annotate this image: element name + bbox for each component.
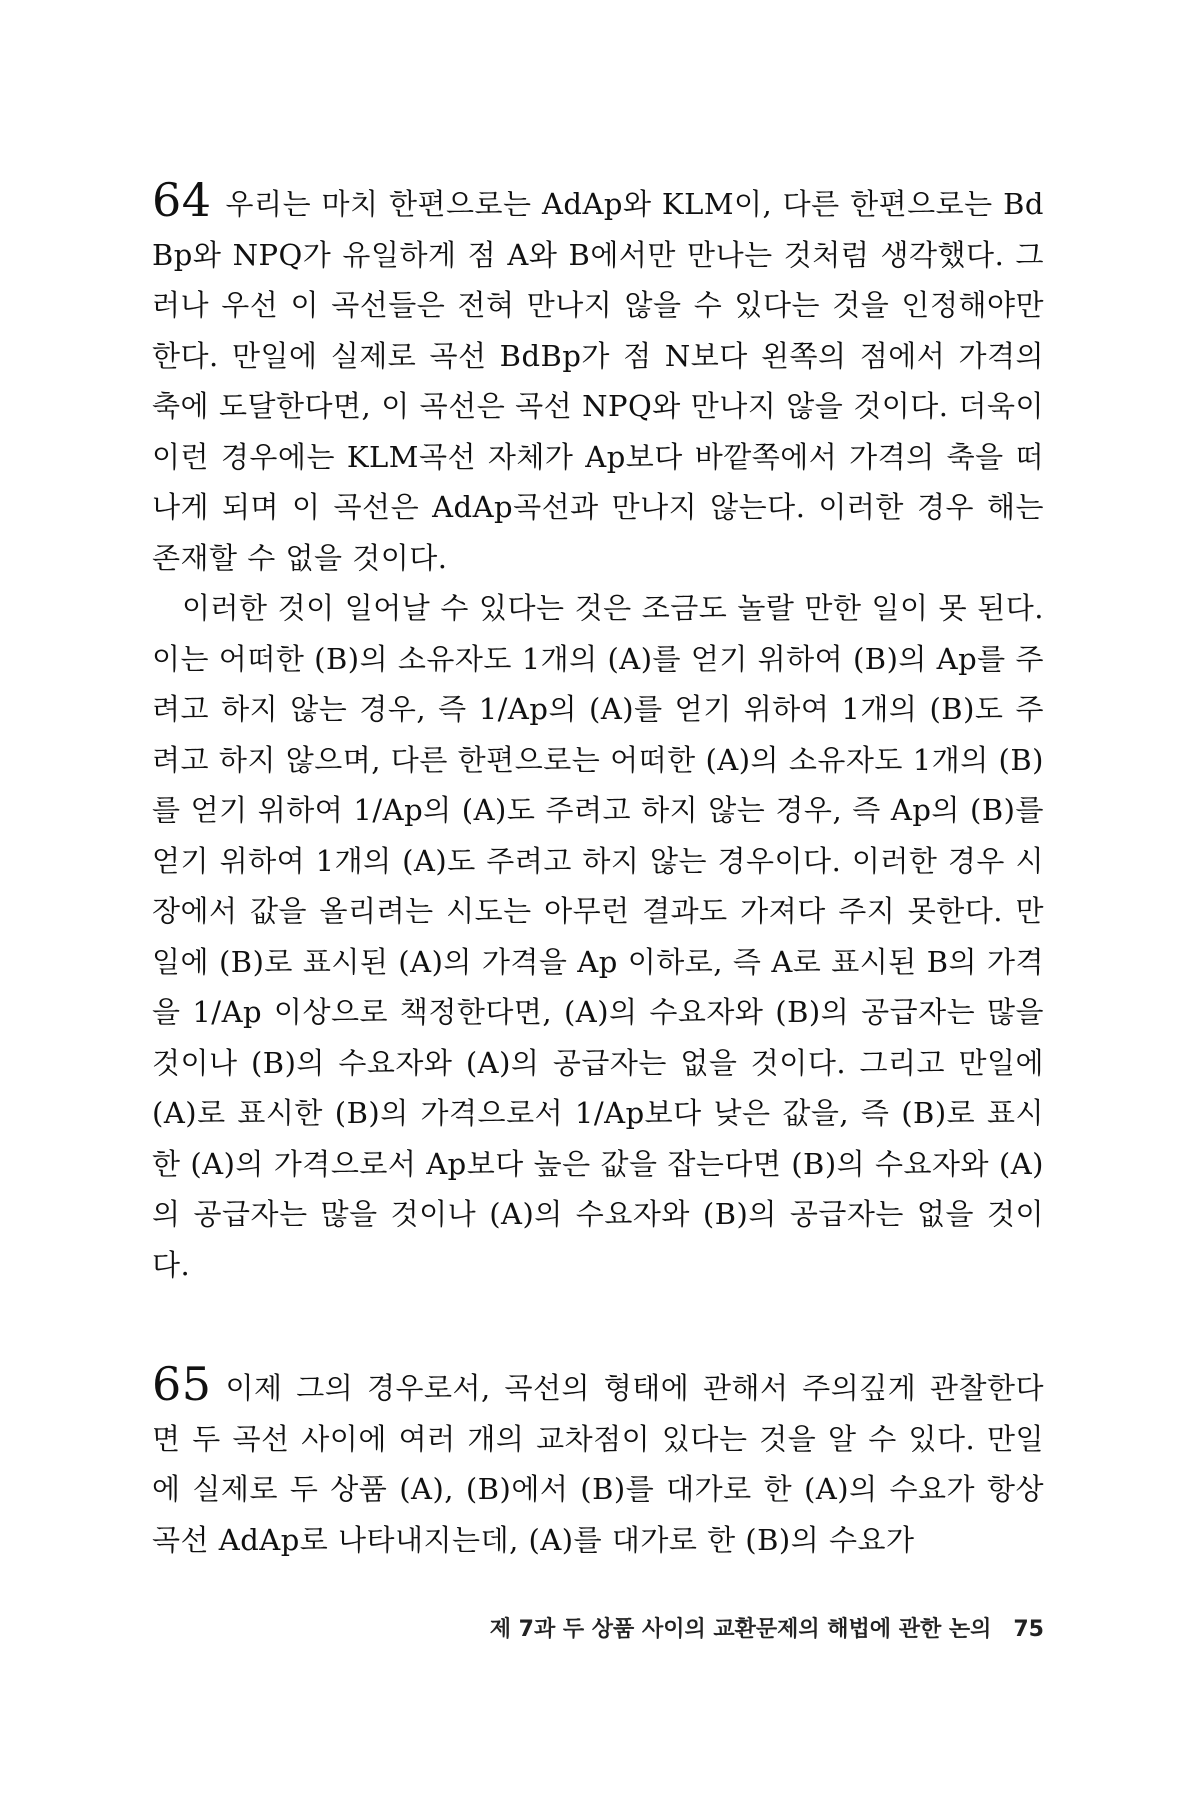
running-title: 제 7과 두 상품 사이의 교환문제의 해법에 관한 논의 <box>489 1617 992 1642</box>
section-gap <box>152 1290 1044 1362</box>
section-64-text-1: 우리는 마치 한편으로는 AdAp와 KLM이, 다른 한편으로는 Bd Bp와 NPQ가 유일하게 점 A와 B에서만 만나는 것처럼 생각했다. 그러나 우선 이 곡선들은 전혀 만나지 않을 수 있다는 것을 인정해야만 한다. 만일에 실제로 곡선 BdBp가 점 N보다 왼쪽의 점에서 가격의 축에 도달한다면, 이 곡선은 곡선 NPQ와 만나지 않을 것이다. 더욱이 이런 경우에는 KLM곡선 자체가 Ap보다 바깥쪽에서 가격의 축을 떠나게 되며 이 곡선은 AdAp곡선과 만나지 않는다. 이러한 경우 해는 존재할 수 없을 것이다. <box>152 187 1044 575</box>
page-number: 75 <box>1013 1617 1044 1642</box>
section-64-paragraph-2: 이러한 것이 일어날 수 있다는 것은 조금도 놀랄 만한 일이 못 된다. 이는 어떠한 (B)의 소유자도 1개의 (A)를 얻기 위하여 (B)의 Ap를 주려고 하지 않는 경우, 즉 1/Ap의 (A)를 얻기 위하여 1개의 (B)도 주려고 하지 않으며, 다른 한편으로는 어떠한 (A)의 소유자도 1개의 (B)를 얻기 위하여 1/Ap의 (A)도 주려고 하지 않는 경우, 즉 Ap의 (B)를 얻기 위하여 1개의 (A)도 주려고 하지 않는 경우이다. 이러한 경우 시장에서 값을 올리려는 시도는 아무런 결과도 가져다 주지 못한다. 만일에 (B)로 표시된 (A)의 가격을 Ap 이하로, 즉 A로 표시된 B의 가격을 1/Ap 이상으로 책정한다면, (A)의 수요자와 (B)의 공급자는 많을 것이나 (B)의 수요자와 (A)의 공급자는 없을 것이다. 그리고 만일에 (A)로 표시한 (B)의 가격으로서 1/Ap보다 낮은 값을, 즉 (B)로 표시한 (A)의 가격으로서 Ap보다 높은 값을 잡는다면 (B)의 수요자와 (A)의 공급자는 많을 것이나 (A)의 수요자와 (B)의 공급자는 없을 것이다. <box>152 591 1044 1282</box>
section-65-paragraph-1 <box>152 1357 1044 1565</box>
section-number-64: 64 <box>152 173 212 227</box>
section-number-65: 65 <box>152 1357 212 1411</box>
section-65-text-1: 이제 그의 경우로서, 곡선의 형태에 관해서 주의깊게 관찰한다면 두 곡선 사이에 여러 개의 교차점이 있다는 것을 알 수 있다. 만일에 실제로 두 상품 (A), (B)에서 (B)를 대가로 한 (A)의 수요가 항상 곡선 AdAp로 나타내지는데, (A)를 대가로 한 (B)의 수요가 <box>152 1371 1044 1557</box>
section-64-paragraph-1 <box>152 173 1044 583</box>
body-text <box>152 173 1044 1565</box>
page-footer <box>152 1612 1044 1643</box>
